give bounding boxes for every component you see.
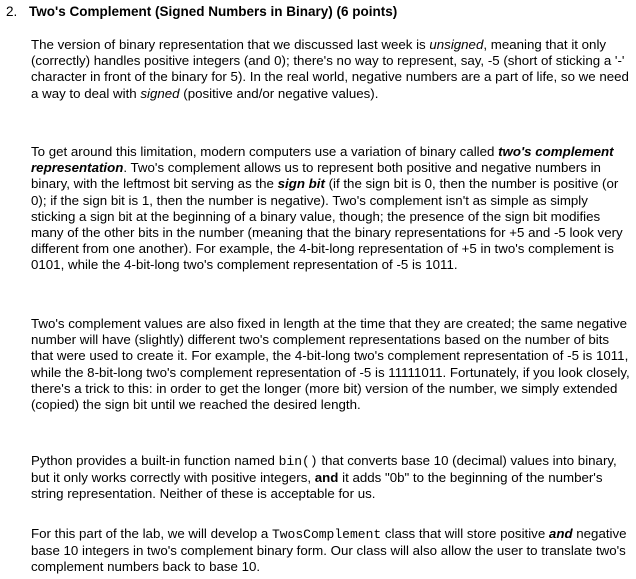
section-heading <box>6 3 397 21</box>
text: , meaning that it only (correctly) handles positive integers (and 0); there's no way to represent, say, -5 (short of sticking a '-' character in front of the binary for 5). In the real world, negative numbers are a part of life, so we need a way to deal with <box>31 37 629 101</box>
paragraph-unsigned-intro <box>31 37 631 102</box>
text: (positive and/or negative values). <box>179 85 379 101</box>
code-twoscomplement: TwosComplement <box>271 527 382 542</box>
paragraph-lab-task <box>31 526 631 576</box>
paragraph-twos-complement-definition <box>31 144 631 274</box>
text: class that will store positive <box>381 526 549 541</box>
code-bin: bin() <box>278 454 318 469</box>
term-twos-complement: two's complement representation <box>31 144 614 176</box>
text: Two's complement values are also fixed in length at the time that they are created; the same negative number will have (slightly) different two's complement representations based on the number of bits that were used to create it. For example, the 4-bit-long two's complement representation of -5 is 1011, while the 8-bit-long two's complement representation of -5 is 11111011. Fortunately, if you look closely, there's a trick to this: in order to get the longer (more bit) version of the number, we simply extended (copied) the sign bit until we reached the desired length. <box>31 316 630 413</box>
text: negative base 10 integers in two's complement binary form. Our class will also allow the user to translate two's complement numbers back to base 10. <box>31 526 627 575</box>
section-title: Two's Complement (Signed Numbers in Binary) (6 points) <box>29 4 398 19</box>
paragraph-fixed-length <box>31 316 631 413</box>
section-number: 2. <box>6 4 18 19</box>
paragraph-python-bin <box>31 453 631 503</box>
emphasis-signed: signed <box>140 85 180 101</box>
emphasis-and: and <box>314 470 339 486</box>
emphasis-unsigned: unsigned <box>429 37 484 52</box>
term-sign-bit: sign bit <box>277 176 325 192</box>
text: Python provides a built-in function named <box>31 453 279 468</box>
text: For this part of the lab, we will develop a <box>31 526 272 541</box>
text: . Two's complement allows us to represent both positive and negative numbers in binary, with the leftmost bit serving as the <box>31 160 601 192</box>
text: The version of binary representation that we discussed last week is <box>31 37 430 52</box>
text: To get around this limitation, modern computers use a variation of binary called <box>31 144 499 159</box>
text: it adds "0b" to the beginning of the number's string representation. Neither of these is acceptable for us. <box>31 470 603 502</box>
text: that converts base 10 (decimal) values into binary, but it only works correctly with positive integers, <box>31 453 617 486</box>
text: (if the sign bit is 0, then the number is positive (or 0); if the sign bit is 1, then the number is negative). Two's complement isn't as simple as simply sticking a sign bit at the beginning of a binary value, though; the presence of the sign bit modifies many of the other bits in the number (meaning that the binary representations for +5 and -5 look very different from one another). For example, the 4-bit-long representation of +5 in two's complement is 0101, while the 4-bit-long two's complement representation of -5 is 1011. <box>31 176 623 273</box>
emphasis-and: and <box>548 526 573 541</box>
